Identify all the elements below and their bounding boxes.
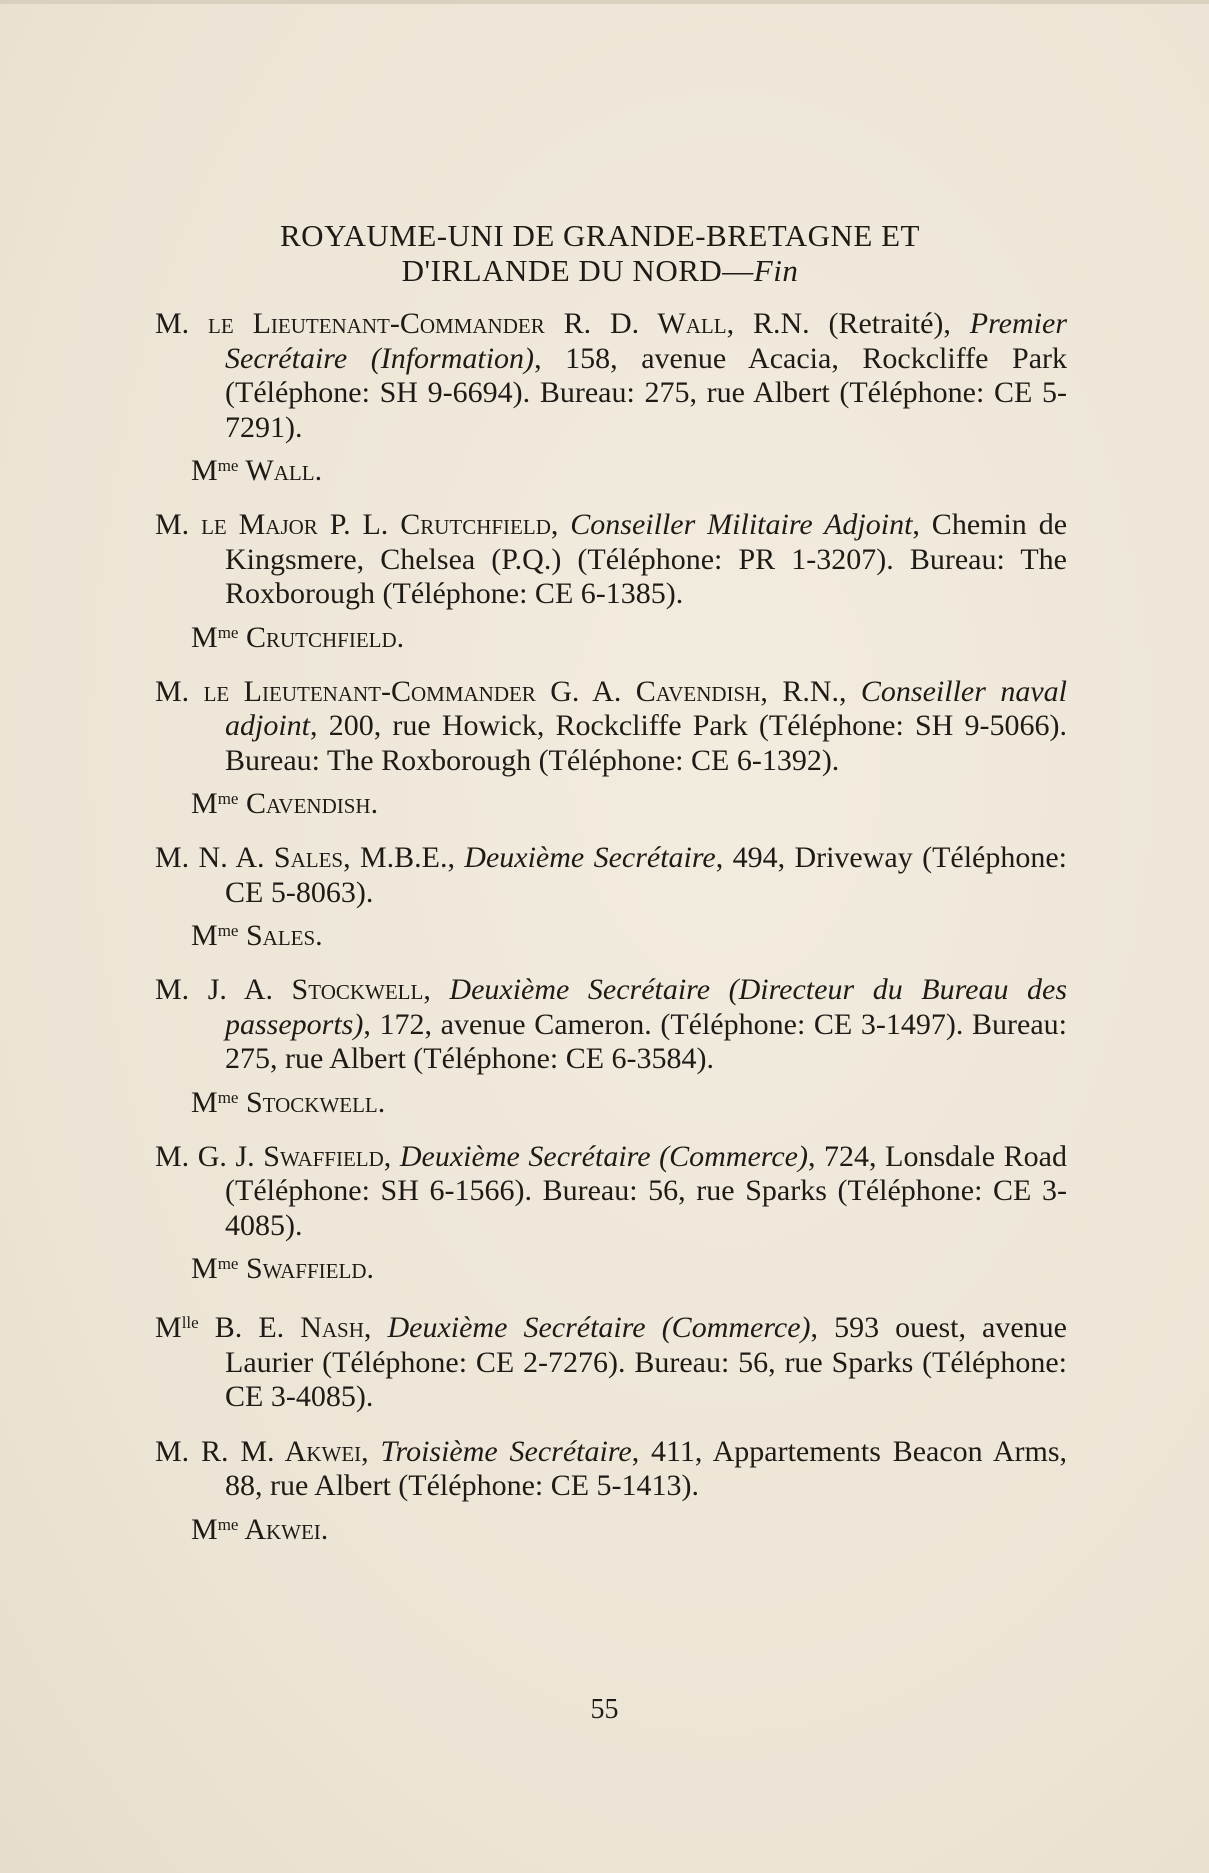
contact-details: , 494, Driveway (Téléphone: CE 5-8063). <box>225 841 1068 909</box>
spouse-line: $M^{me}$ Swaffield. <box>191 1252 374 1285</box>
contact-details: , 724, Lonsdale Road (Téléphone: SH 6-1566). Bureau: 56, rue Sparks (Téléphone: CE 3-4085). <box>225 1139 1067 1242</box>
contact-details: , 158, avenue Acacia, Rockcliffe Park (Téléphone: SH 9-6694). Bureau: 275, rue Albert (Téléphone: CE 5-7291). <box>225 341 1068 444</box>
list-item <box>155 675 1067 822</box>
spouse-line: $M^{me}$ Sales. <box>191 919 323 952</box>
list-item <box>155 973 1067 1120</box>
position-title: Troisième Secrétaire <box>380 1434 632 1468</box>
diplomat-list <box>155 307 1067 1567</box>
person-name: le Major P. L. Crutchfield <box>201 508 551 541</box>
entry-text: M. le Lieutenant-Commander G. A. Cavendish, R.N., Conseiller naval adjoint, 200, rue Howick, Rockcliffe Park (Téléphone: SH 9-5066). Bureau: The Roxborough (Téléphone: CE 6-1392). <box>155 674 1067 777</box>
page-number: 55 <box>590 1694 619 1725</box>
spouse-line: $M^{me}$ Stockwell. <box>191 1085 386 1119</box>
contact-details: , 172, avenue Cameron. (Téléphone: CE 3-1497). Bureau: 275, rue Albert (Téléphone: CE 6-3584). <box>225 1007 1067 1075</box>
person-name: R. M. Akwei <box>201 1434 362 1468</box>
list-item <box>155 1140 1067 1287</box>
entry-text: M. R. M. Akwei, Troisième Secrétaire, 411, Appartements Beacon Arms, 88, rue Albert (Téléphone: CE 5-1413). <box>155 1434 1067 1502</box>
position-title: Conseiller Militaire Adjoint <box>570 508 913 541</box>
spouse-line: $M^{me}$ Cavendish. <box>191 787 379 820</box>
list-item <box>155 1306 1067 1415</box>
contact-details: , 200, rue Howick, Rockcliffe Park (Téléphone: SH 9-5066). Bureau: The Roxborough (Téléphone: CE 6-1392). <box>225 709 1067 777</box>
position-title: Deuxième Secrétaire (Directeur du Bureau des passeports) <box>225 973 1068 1041</box>
contact-details: , Chemin de Kingsmere, Chelsea (P.Q.) (Téléphone: PR 1-3207). Bureau: The Roxborough (Téléphone: CE 6-1385). <box>225 508 1068 610</box>
entry-text: M. G. J. Swaffield, Deuxième Secrétaire (Commerce), 724, Lonsdale Road (Téléphone: SH 6-1566). Bureau: 56, rue Sparks (Téléphone: CE 3-4085). <box>155 1139 1067 1242</box>
person-name: le Lieutenant-Commander R. D. Wall <box>208 307 727 340</box>
section-heading <box>150 218 1050 288</box>
position-title: Premier Secrétaire (Information) <box>225 307 1067 375</box>
spouse-line: $M^{me}$ Crutchfield. <box>191 620 405 654</box>
entry-text: M. le Major P. L. Crutchfield, Conseiller Militaire Adjoint, Chemin de Kingsmere, Chelsea (P.Q.) (Téléphone: PR 1-3207). Bureau: The Roxborough (Téléphone: CE 6-1385). <box>155 508 1068 610</box>
contact-details: , 593 ouest, avenue Laurier (Téléphone: CE 2-7276). Bureau: 56, rue Sparks (Téléphone: CE 3-4085). <box>225 1311 1067 1413</box>
heading-country: D'IRLANDE DU NORD— <box>401 253 754 288</box>
entry-text: M. le Lieutenant-Commander R. D. Wall, R.N. (Retraité), Premier Secrétaire (Information), 158, avenue Acacia, Rockcliffe Park (Téléphone: SH 9-6694). Bureau: 275, rue Albert (Téléphone: CE 5-7291). <box>155 307 1068 444</box>
heading-fin: Fin <box>753 253 799 288</box>
person-name: J. A. Stockwell <box>207 973 424 1006</box>
list-item <box>155 1435 1067 1547</box>
position-title: Conseiller naval adjoint <box>225 674 1067 742</box>
entry-text: $M^{lle}$ B. E. Nash, Deuxième Secrétaire (Commerce), 593 ouest, avenue Laurier (Téléphone: CE 2-7276). Bureau: 56, rue Sparks (Téléphone: CE 3-4085). <box>155 1311 1067 1413</box>
position-title: Deuxième Secrétaire (Commerce) <box>387 1311 811 1344</box>
spouse-line: $M^{me}$ Akwei. <box>191 1512 329 1546</box>
spouse-line: $M^{me}$ Wall. <box>191 454 323 487</box>
list-item <box>155 508 1067 655</box>
heading-line-1: ROYAUME-UNI DE GRANDE-BRETAGNE ET <box>280 218 920 253</box>
position-title: Deuxième Secrétaire (Commerce) <box>399 1139 808 1173</box>
page-edge <box>0 0 1209 4</box>
person-name: B. E. Nash <box>198 1311 364 1344</box>
entry-text: M. N. A. Sales, M.B.E., Deuxième Secrétaire, 494, Driveway (Téléphone: CE 5-8063). <box>155 841 1068 909</box>
contact-details: , 411, Appartements Beacon Arms, 88, rue Albert (Téléphone: CE 5-1413). <box>225 1434 1067 1502</box>
list-item <box>155 307 1067 488</box>
person-name: N. A. Sales <box>198 841 344 874</box>
person-name: le Lieutenant-Commander G. A. Cavendish <box>203 674 761 708</box>
list-item <box>155 841 1067 953</box>
heading-line-2 <box>150 253 1050 288</box>
position-title: Deuxième Secrétaire <box>464 841 716 874</box>
person-name: G. J. Swaffield <box>197 1139 384 1173</box>
entry-text: M. J. A. Stockwell, Deuxième Secrétaire (Directeur du Bureau des passeports), 172, avenue Cameron. (Téléphone: CE 3-1497). Bureau: 275, rue Albert (Téléphone: CE 6-3584). <box>155 973 1068 1075</box>
